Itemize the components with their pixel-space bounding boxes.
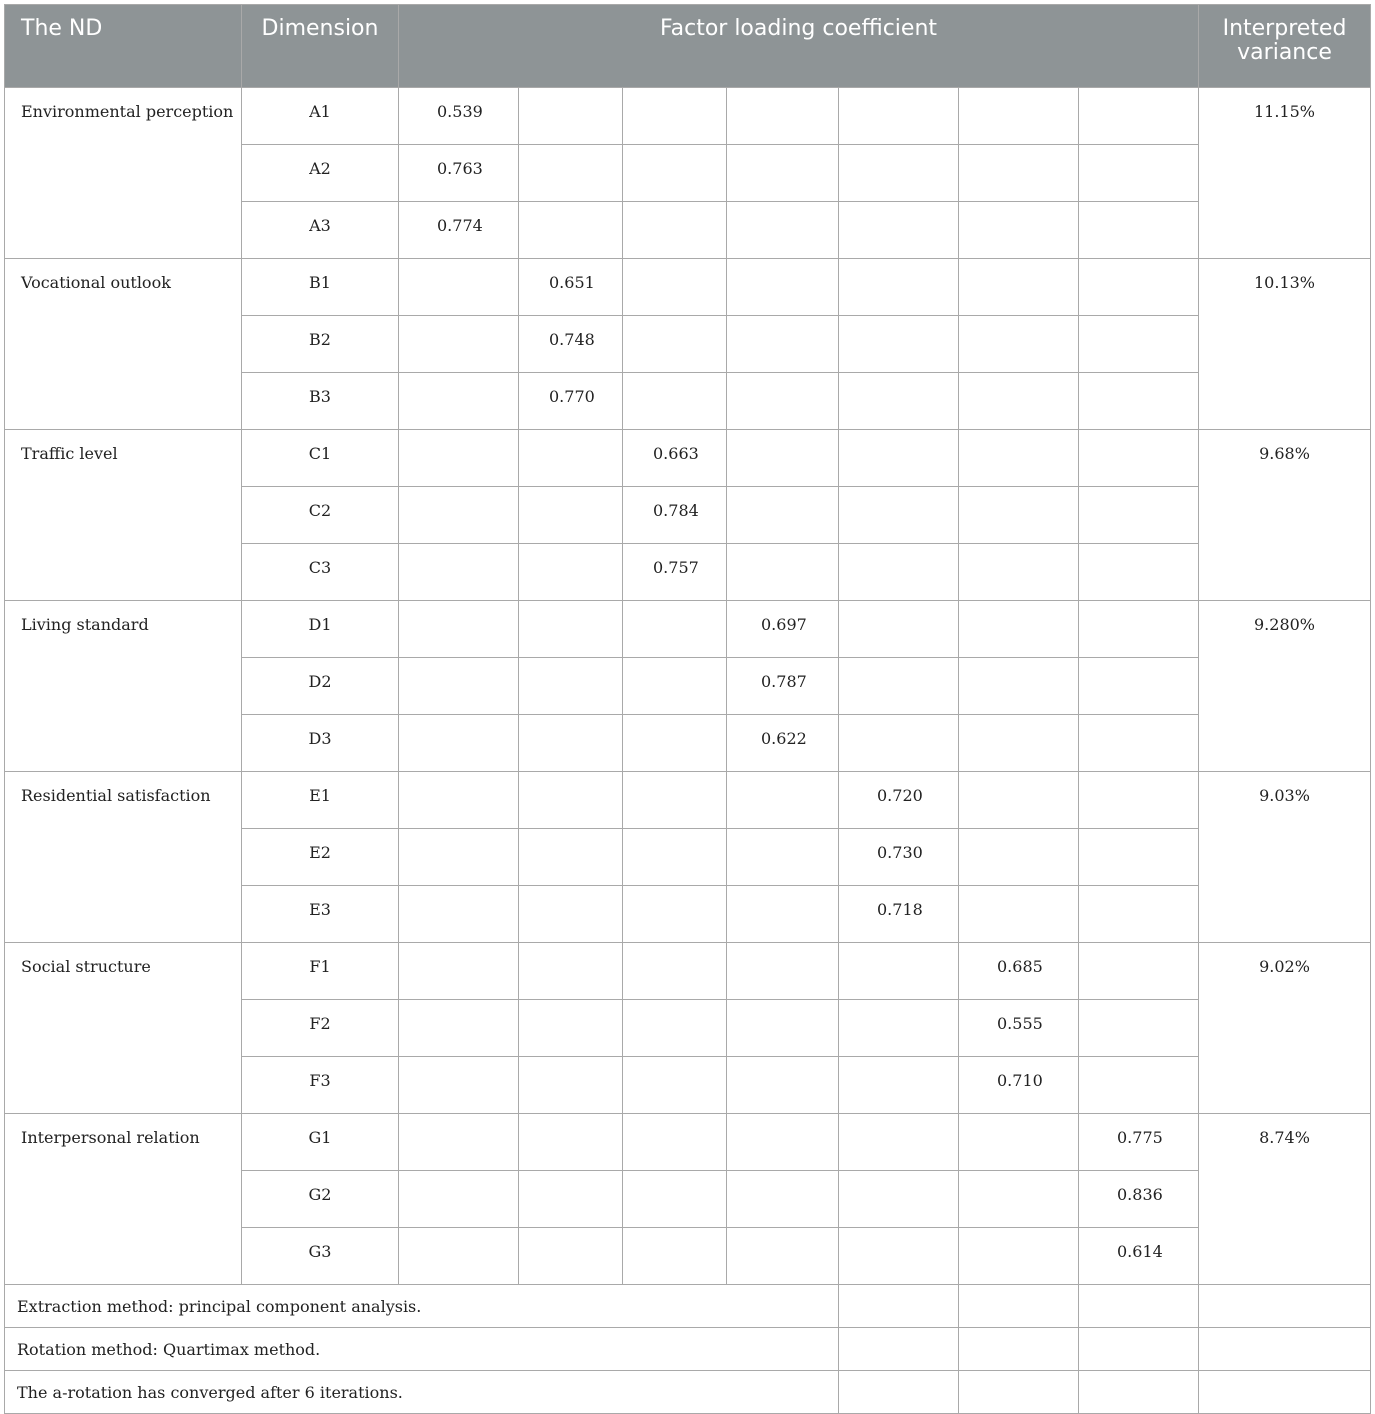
- factor-cell: [959, 430, 1079, 487]
- factor-cell: [1079, 772, 1199, 829]
- empty-cell: [839, 1371, 959, 1414]
- factor-cell: [399, 658, 519, 715]
- factor-cell: [399, 601, 519, 658]
- factor-cell: [727, 373, 839, 430]
- table-body: [5, 88, 1371, 1414]
- loading-value: 0.685: [997, 957, 1043, 976]
- variance-value: 9.02%: [1199, 943, 1371, 1114]
- factor-cell: [839, 202, 959, 259]
- factor-cell: [399, 202, 519, 259]
- factor-cell: [959, 772, 1079, 829]
- variance-value: 9.03%: [1199, 772, 1371, 943]
- factor-cell: [1079, 715, 1199, 772]
- factor-cell: [1079, 943, 1199, 1000]
- factor-cell: [1079, 145, 1199, 202]
- factor-cell: [519, 772, 623, 829]
- factor-cell: [959, 202, 1079, 259]
- factor-cell: [623, 1228, 727, 1285]
- factor-cell: [399, 487, 519, 544]
- factor-cell: [839, 601, 959, 658]
- factor-cell: [519, 715, 623, 772]
- table-note: The a-rotation has converged after 6 iterations.: [5, 1371, 839, 1414]
- factor-cell: [519, 487, 623, 544]
- factor-cell: [839, 316, 959, 373]
- factor-cell: [1079, 1228, 1199, 1285]
- factor-cell: [1079, 601, 1199, 658]
- factor-cell: [839, 772, 959, 829]
- factor-cell: [623, 316, 727, 373]
- factor-cell: [1079, 88, 1199, 145]
- dimension-cell: A2: [242, 145, 399, 202]
- dimension-cell: A3: [242, 202, 399, 259]
- loading-value: 0.784: [653, 501, 699, 520]
- dimension-cell: D2: [242, 658, 399, 715]
- header-variance-line2: variance: [1237, 40, 1332, 65]
- factor-cell: [959, 1114, 1079, 1171]
- factor-cell: [519, 1228, 623, 1285]
- header-dimension: Dimension: [242, 5, 399, 88]
- factor-cell: [959, 658, 1079, 715]
- loading-value: 0.555: [997, 1014, 1043, 1033]
- factor-cell: [839, 430, 959, 487]
- factor-cell: [727, 601, 839, 658]
- loading-value: 0.539: [437, 102, 483, 121]
- factor-cell: [399, 145, 519, 202]
- loading-value: 0.614: [1117, 1242, 1163, 1261]
- factor-cell: [519, 886, 623, 943]
- dimension-cell: F3: [242, 1057, 399, 1114]
- factor-cell: [727, 316, 839, 373]
- table-row: [5, 943, 1371, 1000]
- factor-cell: [727, 658, 839, 715]
- factor-cell: [399, 943, 519, 1000]
- factor-cell: [623, 487, 727, 544]
- factor-cell: [1079, 1171, 1199, 1228]
- empty-cell: [1199, 1371, 1371, 1414]
- factor-cell: [399, 829, 519, 886]
- factor-cell: [727, 1000, 839, 1057]
- dimension-cell: C2: [242, 487, 399, 544]
- factor-cell: [727, 202, 839, 259]
- factor-cell: [399, 1000, 519, 1057]
- loading-value: 0.770: [549, 387, 595, 406]
- variance-value: 8.74%: [1199, 1114, 1371, 1285]
- factor-cell: [1079, 544, 1199, 601]
- loading-value: 0.718: [877, 900, 923, 919]
- factor-cell: [959, 145, 1079, 202]
- empty-cell: [1199, 1328, 1371, 1371]
- factor-cell: [727, 772, 839, 829]
- factor-cell: [959, 373, 1079, 430]
- nd-label: Vocational outlook: [5, 259, 242, 430]
- factor-cell: [727, 943, 839, 1000]
- factor-cell: [839, 1228, 959, 1285]
- factor-cell: [623, 943, 727, 1000]
- table-row: [5, 601, 1371, 658]
- loading-value: 0.720: [877, 786, 923, 805]
- variance-value: 9.68%: [1199, 430, 1371, 601]
- header-variance-line1: Interpreted: [1222, 16, 1347, 41]
- nd-label: Environmental perception: [5, 88, 242, 259]
- factor-cell: [727, 1228, 839, 1285]
- factor-cell: [839, 1000, 959, 1057]
- factor-cell: [623, 715, 727, 772]
- factor-cell: [959, 943, 1079, 1000]
- factor-cell: [1079, 430, 1199, 487]
- factor-cell: [959, 601, 1079, 658]
- table-row: [5, 772, 1371, 829]
- factor-cell: [519, 373, 623, 430]
- table-note: Extraction method: principal component analysis.: [5, 1285, 839, 1328]
- factor-cell: [1079, 316, 1199, 373]
- factor-cell: [959, 1000, 1079, 1057]
- factor-cell: [623, 544, 727, 601]
- factor-cell: [959, 829, 1079, 886]
- factor-cell: [839, 544, 959, 601]
- dimension-cell: D1: [242, 601, 399, 658]
- factor-cell: [623, 373, 727, 430]
- empty-cell: [1079, 1371, 1199, 1414]
- note-row: [5, 1285, 1371, 1328]
- loading-value: 0.663: [653, 444, 699, 463]
- factor-cell: [399, 259, 519, 316]
- factor-cell: [959, 886, 1079, 943]
- factor-cell: [519, 544, 623, 601]
- nd-label: Living standard: [5, 601, 242, 772]
- dimension-cell: B1: [242, 259, 399, 316]
- header-factor-loading: Factor loading coefficient: [399, 5, 1199, 88]
- factor-cell: [399, 88, 519, 145]
- factor-cell: [519, 259, 623, 316]
- dimension-cell: D3: [242, 715, 399, 772]
- dimension-cell: A1: [242, 88, 399, 145]
- dimension-cell: G2: [242, 1171, 399, 1228]
- empty-cell: [839, 1285, 959, 1328]
- factor-cell: [623, 658, 727, 715]
- empty-cell: [1079, 1285, 1199, 1328]
- loading-value: 0.787: [761, 672, 807, 691]
- factor-cell: [959, 1228, 1079, 1285]
- factor-cell: [839, 829, 959, 886]
- factor-cell: [623, 1057, 727, 1114]
- loading-value: 0.748: [549, 330, 595, 349]
- empty-cell: [959, 1285, 1079, 1328]
- factor-cell: [839, 658, 959, 715]
- factor-cell: [519, 145, 623, 202]
- factor-cell: [727, 544, 839, 601]
- factor-cell: [959, 544, 1079, 601]
- factor-cell: [399, 1228, 519, 1285]
- header-variance: [1199, 5, 1371, 88]
- factor-cell: [399, 430, 519, 487]
- factor-cell: [727, 829, 839, 886]
- factor-cell: [839, 715, 959, 772]
- loading-value: 0.757: [653, 558, 699, 577]
- factor-cell: [519, 1114, 623, 1171]
- factor-cell: [727, 1114, 839, 1171]
- empty-cell: [1079, 1328, 1199, 1371]
- factor-cell: [839, 259, 959, 316]
- factor-cell: [623, 259, 727, 316]
- factor-cell: [959, 1057, 1079, 1114]
- factor-cell: [519, 430, 623, 487]
- dimension-cell: E3: [242, 886, 399, 943]
- factor-cell: [1079, 373, 1199, 430]
- header-row: [5, 5, 1371, 88]
- factor-cell: [519, 202, 623, 259]
- factor-cell: [839, 487, 959, 544]
- factor-cell: [519, 1171, 623, 1228]
- dimension-cell: G1: [242, 1114, 399, 1171]
- factor-cell: [839, 886, 959, 943]
- loading-value: 0.730: [877, 843, 923, 862]
- factor-cell: [623, 1171, 727, 1228]
- factor-cell: [399, 1171, 519, 1228]
- factor-cell: [1079, 259, 1199, 316]
- dimension-cell: F2: [242, 1000, 399, 1057]
- dimension-cell: B3: [242, 373, 399, 430]
- factor-cell: [623, 88, 727, 145]
- empty-cell: [1199, 1285, 1371, 1328]
- factor-cell: [623, 145, 727, 202]
- loading-value: 0.774: [437, 216, 483, 235]
- factor-cell: [519, 943, 623, 1000]
- factor-cell: [959, 259, 1079, 316]
- factor-cell: [959, 715, 1079, 772]
- factor-cell: [959, 88, 1079, 145]
- factor-cell: [399, 1057, 519, 1114]
- factor-cell: [727, 145, 839, 202]
- factor-cell: [727, 487, 839, 544]
- factor-cell: [519, 1000, 623, 1057]
- table-row: [5, 430, 1371, 487]
- factor-cell: [727, 430, 839, 487]
- nd-label: Residential satisfaction: [5, 772, 242, 943]
- factor-cell: [1079, 658, 1199, 715]
- factor-cell: [959, 1171, 1079, 1228]
- factor-cell: [1079, 1057, 1199, 1114]
- factor-cell: [399, 715, 519, 772]
- empty-cell: [959, 1328, 1079, 1371]
- factor-cell: [839, 373, 959, 430]
- table-row: [5, 259, 1371, 316]
- factor-cell: [839, 1057, 959, 1114]
- factor-cell: [399, 373, 519, 430]
- loading-value: 0.622: [761, 729, 807, 748]
- factor-cell: [519, 658, 623, 715]
- factor-cell: [623, 601, 727, 658]
- loading-value: 0.775: [1117, 1128, 1163, 1147]
- factor-cell: [727, 259, 839, 316]
- factor-cell: [1079, 1000, 1199, 1057]
- factor-cell: [1079, 487, 1199, 544]
- factor-cell: [399, 316, 519, 373]
- factor-cell: [1079, 829, 1199, 886]
- factor-cell: [623, 829, 727, 886]
- factor-cell: [519, 1057, 623, 1114]
- loading-value: 0.763: [437, 159, 483, 178]
- factor-cell: [1079, 202, 1199, 259]
- factor-cell: [623, 1114, 727, 1171]
- factor-cell: [519, 829, 623, 886]
- factor-cell: [839, 1114, 959, 1171]
- table-note: Rotation method: Quartimax method.: [5, 1328, 839, 1371]
- dimension-cell: G3: [242, 1228, 399, 1285]
- dimension-cell: C1: [242, 430, 399, 487]
- factor-cell: [623, 886, 727, 943]
- factor-cell: [1079, 1114, 1199, 1171]
- dimension-cell: B2: [242, 316, 399, 373]
- factor-cell: [959, 316, 1079, 373]
- table-row: [5, 1114, 1371, 1171]
- nd-label: Social structure: [5, 943, 242, 1114]
- factor-cell: [727, 886, 839, 943]
- note-row: [5, 1371, 1371, 1414]
- factor-cell: [959, 487, 1079, 544]
- factor-cell: [623, 430, 727, 487]
- header-nd: The ND: [5, 5, 242, 88]
- factor-cell: [839, 145, 959, 202]
- empty-cell: [959, 1371, 1079, 1414]
- loading-value: 0.836: [1117, 1185, 1163, 1204]
- variance-value: 9.280%: [1199, 601, 1371, 772]
- loading-value: 0.651: [549, 273, 595, 292]
- variance-value: 10.13%: [1199, 259, 1371, 430]
- factor-cell: [727, 1171, 839, 1228]
- factor-cell: [623, 1000, 727, 1057]
- factor-cell: [399, 886, 519, 943]
- dimension-cell: C3: [242, 544, 399, 601]
- table-row: [5, 88, 1371, 145]
- nd-label: Traffic level: [5, 430, 242, 601]
- empty-cell: [839, 1328, 959, 1371]
- factor-cell: [727, 1057, 839, 1114]
- factor-cell: [519, 88, 623, 145]
- dimension-cell: F1: [242, 943, 399, 1000]
- factor-cell: [727, 88, 839, 145]
- loading-value: 0.710: [997, 1071, 1043, 1090]
- factor-cell: [839, 88, 959, 145]
- factor-cell: [623, 202, 727, 259]
- loading-value: 0.697: [761, 615, 807, 634]
- factor-cell: [399, 1114, 519, 1171]
- factor-loading-table: [4, 4, 1371, 1414]
- nd-label: Interpersonal relation: [5, 1114, 242, 1285]
- factor-cell: [519, 316, 623, 373]
- factor-cell: [519, 601, 623, 658]
- factor-cell: [623, 772, 727, 829]
- dimension-cell: E1: [242, 772, 399, 829]
- note-row: [5, 1328, 1371, 1371]
- variance-value: 11.15%: [1199, 88, 1371, 259]
- factor-cell: [399, 544, 519, 601]
- factor-cell: [839, 1171, 959, 1228]
- factor-cell: [1079, 886, 1199, 943]
- factor-cell: [399, 772, 519, 829]
- factor-cell: [727, 715, 839, 772]
- dimension-cell: E2: [242, 829, 399, 886]
- factor-cell: [839, 943, 959, 1000]
